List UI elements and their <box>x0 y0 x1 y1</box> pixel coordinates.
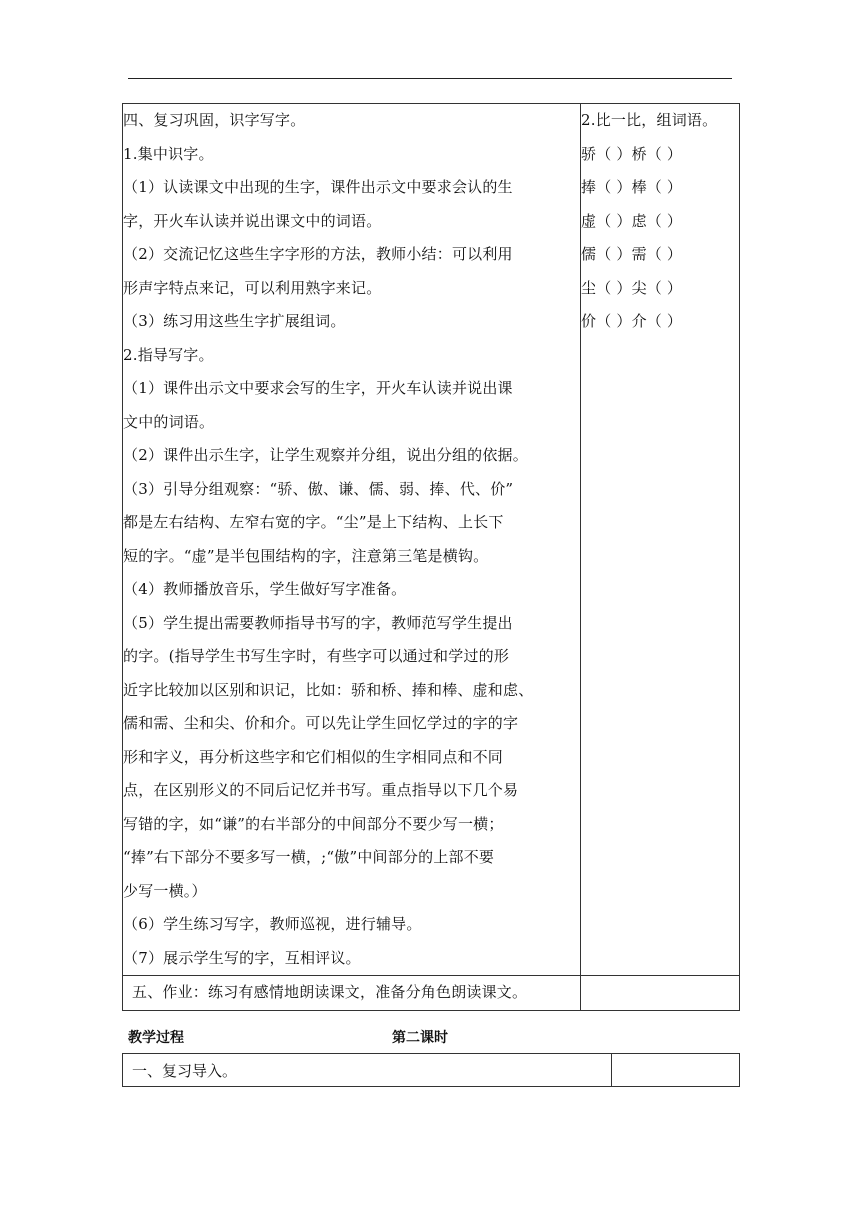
step-1-2-line-2: 形声字特点来记，可以利用熟字来记。 <box>123 278 382 297</box>
teaching-process-label: 教学过程 <box>128 1030 184 1046</box>
step-1-2-line-1: （2）交流记忆这些生字字形的方法，教师小结：可以利用 <box>123 245 513 263</box>
homework-note-cell <box>581 976 740 1011</box>
teaching-steps-cell <box>123 104 581 976</box>
step-2-6: （6）学生练习写字，教师巡视，进行辅导。 <box>123 915 422 933</box>
step-2-5-line-4: 儒和需、尘和尖、价和介。可以先让学生回忆学过的字的字 <box>123 714 519 732</box>
table-row <box>123 104 740 976</box>
part-1-title: 1.集中识字。 <box>123 144 214 163</box>
second-lesson-table <box>122 1053 740 1087</box>
review-note-cell <box>612 1054 740 1087</box>
step-2-3-line-2: 都是左右结构、左窄右宽的字。“尘”是上下结构、上长下 <box>123 513 504 531</box>
word-pair: 儒（ ）需（ ） <box>581 245 683 263</box>
step-2-5-line-8: “捧”右下部分不要多写一横，;“傲”中间部分的上部不要 <box>123 848 495 866</box>
step-2-1-line-2: 文中的词语。 <box>123 412 215 431</box>
homework-cell <box>123 976 581 1011</box>
word-pair: 捧（ ）棒（ ） <box>581 178 683 196</box>
word-pair: 虚（ ）虑（ ） <box>581 211 683 230</box>
step-2-2: （2）课件出示生字，让学生观察并分组，说出分组的依据。 <box>123 446 528 464</box>
exercise-title: 2.比一比，组词语。 <box>581 111 718 129</box>
review-intro-cell: 一、复习导入。 <box>123 1054 612 1087</box>
step-2-4: （4）教师播放音乐，学生做好写字准备。 <box>123 580 407 598</box>
step-2-3-line-1: （3）引导分组观察：“骄、傲、谦、儒、弱、捧、代、价” <box>123 479 514 498</box>
lesson-header-bar <box>128 1025 732 1047</box>
step-1-1-line-2: 字，开火车认读并说出课文中的词语。 <box>123 211 382 230</box>
part-2-title: 2.指导写字。 <box>123 345 214 364</box>
table-row <box>123 1054 740 1087</box>
step-2-1-line-1: （1）课件出示文中要求会写的生字，开火车认读并说出课 <box>123 379 513 397</box>
step-1-3: （3）练习用这些生字扩展组词。 <box>123 312 346 330</box>
step-2-5-line-6: 点，在区别形义的不同后记忆并书写。重点指导以下几个易 <box>123 781 519 799</box>
step-1-1-line-1: （1）认读课文中出现的生字，课件出示文中要求会认的生 <box>123 178 513 196</box>
step-2-5-line-3: 近字比较加以区别和识记，比如：骄和桥、捧和棒、虚和虑、 <box>123 680 534 699</box>
exercise-cell <box>581 104 740 976</box>
section-5-homework: 五、作业：练习有感情地朗读课文，准备分角色朗读课文。 <box>132 983 528 1002</box>
step-2-5-line-5: 形和字义，再分析这些字和它们相似的生字相同点和不同 <box>123 747 504 766</box>
word-pair: 尘（ ）尖（ ） <box>581 278 683 297</box>
step-2-7: （7）展示学生写的字，互相评议。 <box>123 948 361 967</box>
lesson-plan-table <box>122 103 740 1011</box>
step-2-5-line-7: 写错的字，如“谦”的右半部分的中间部分不要少写一横； <box>123 814 504 833</box>
step-2-5-line-9: 少写一横。） <box>123 881 207 900</box>
word-pair: 骄（ ）桥（ ） <box>581 144 683 163</box>
step-2-5-line-2: 的字。(指导学生书写生字时，有些字可以通过和学过的形 <box>123 647 510 665</box>
section-4-title: 四、复习巩固，识字写字。 <box>123 111 306 129</box>
lesson-period-label: 第二课时 <box>392 1030 448 1046</box>
header-rule <box>128 78 732 79</box>
step-2-5-line-1: （5）学生提出需要教师指导书写的字，教师范写学生提出 <box>123 613 513 632</box>
step-2-3-line-3: 短的字。“虚”是半包围结构的字，注意第三笔是横钩。 <box>123 546 489 565</box>
word-pair: 价（ ）介（ ） <box>581 312 683 330</box>
table-row <box>123 976 740 1011</box>
